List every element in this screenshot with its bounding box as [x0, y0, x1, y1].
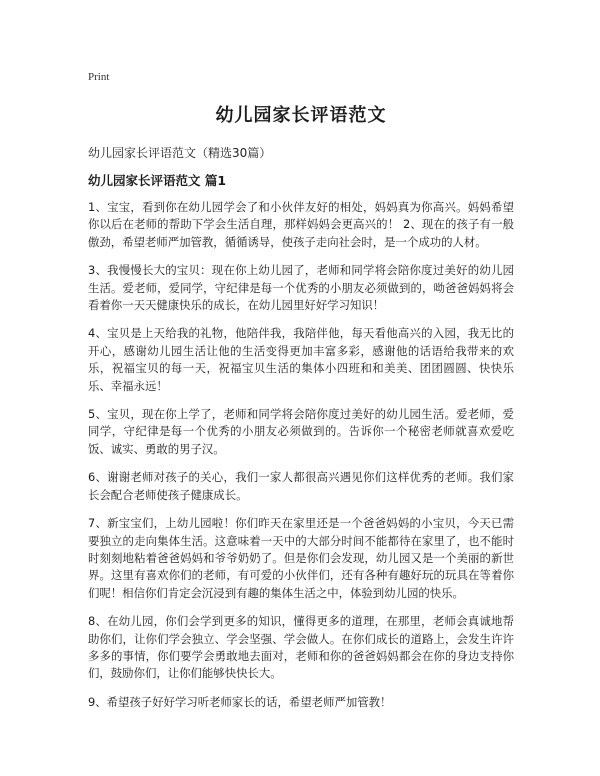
paragraph-6: 6、谢谢老师对孩子的关心，我们一家人都很高兴遇见你们这样优秀的老师。我们家长会配合老师使孩子健康成长。: [88, 470, 514, 502]
paragraph-8: 8、在幼儿园，你们会学到更多的知识，懂得更多的道理，在那里，老师会真诚地帮助你们，让你们学会独立、学会坚强、学会做人。在你们成长的道路上，会发生许许多多的事情，你们要学会勇敢地去面对，老师和你的爸爸妈妈都会在你的身边支持你们，鼓励你们，让你们能够快快长大。: [88, 614, 514, 681]
paragraph-4: 4、宝贝是上天给我的礼物，他陪伴我，我陪伴他，每天看他高兴的入园，我无比的开心，感谢幼儿园生活让他的生活变得更加丰富多彩，感谢他的话语给我带来的欢乐，祝福宝贝的每一天，祝福宝贝生活的集体小四班和和美美、团团圆圆、快快乐乐、幸福永远！: [88, 326, 514, 393]
print-label: Print: [88, 71, 110, 83]
paragraph-1: 1、宝宝，看到你在幼儿园学会了和小伙伴友好的相处，妈妈真为你高兴。妈妈希望你以后在老师的帮助下学会生活自理，那样妈妈会更高兴的！ 2、现在的孩子有一般傲劲，希望老师严加管教，循循诱导，使孩子走向社会时，是一个成功的人材。: [88, 200, 514, 249]
paragraph-7: 7、新宝宝们，上幼儿园啦！你们昨天在家里还是一个爸爸妈妈的小宝贝，今天已需要独立的走向集体生活。这意味着一天中的大部分时间不能都待在家里了，也不能时时刻刻地粘着爸爸妈妈和爷爷奶奶了。但是你们会发现，幼儿园又是一个美丽的新世界。这里有喜欢你们的老师，有可爱的小伙伴们，还有各种有趣好玩的玩具在等着你们呢！相信你们肯定会沉浸到有趣的集体生活之中，体验到幼儿园的快乐。: [88, 516, 514, 600]
paragraph-9: 9、希望孩子好好学习听老师家长的话，希望老师严加管教！: [88, 694, 392, 709]
paragraph-5: 5、宝贝，现在你上学了，老师和同学将会陪你度过美好的幼儿园生活。爱老师，爱同学，守纪律是每一个优秀的小朋友必须做到的。告诉你一个秘密老师就喜欢爱吃饭、诚实、勇敢的男子汉。: [88, 407, 514, 456]
document-subtitle: 幼儿园家长评语范文（精选30篇）: [88, 146, 272, 160]
page-title: 幼儿园家长评语范文: [215, 105, 387, 126]
section-heading: 幼儿园家长评语范文 篇1: [88, 173, 227, 188]
paragraph-3: 3、我慢慢长大的宝贝：现在你上幼儿园了，老师和同学将会陪你度过美好的幼儿园生活。爱老师，爱同学，守纪律是每一个优秀的小朋友必须做到的，呦爸爸妈妈将会看着你一天天健康快乐的成长，在幼儿园里好好学习知识！: [88, 263, 514, 313]
